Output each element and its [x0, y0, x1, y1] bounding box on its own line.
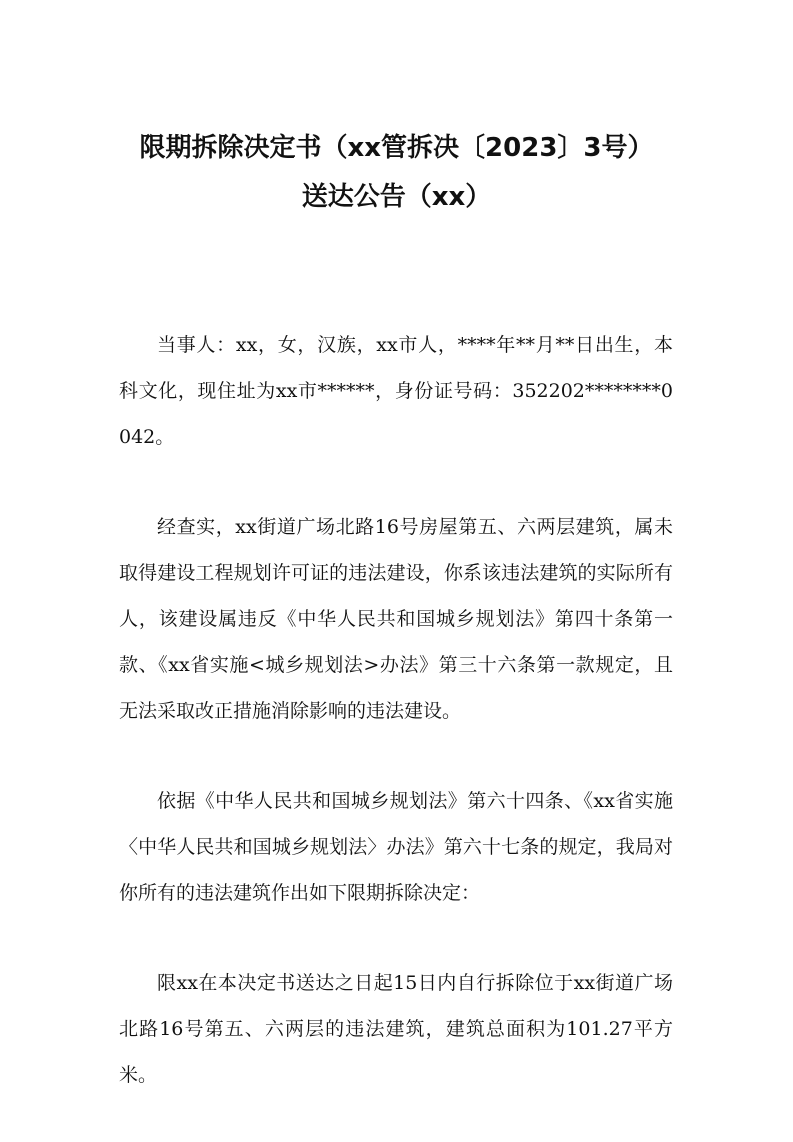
paragraph-legal-basis: 依据《中华人民共和国城乡规划法》第六十四条、《xx省实施〈中华人民共和国城乡规划法〉办法》第六十七条的规定，我局对你所有的违法建筑作出如下限期拆除决定：	[119, 790, 673, 904]
paragraph-party-info: 当事人：xx，女，汉族，xx市人，****年**月**日出生，本科文化，现住址为xx市******，身份证号码：352202********0042。	[119, 334, 673, 448]
paragraph-decision: 限xx在本决定书送达之日起15日内自行拆除位于xx街道广场北路16号第五、六两层的违法建筑，建筑总面积为101.27平方米。	[119, 972, 673, 1086]
document-title-line-1: 限期拆除决定书（xx管拆决〔2023〕3号）	[139, 133, 654, 163]
paragraph-investigation: 经查实，xx街道广场北路16号房屋第五、六两层建筑，属未取得建设工程规划许可证的违法建设，你系该违法建筑的实际所有人，该建设属违反《中华人民共和国城乡规划法》第四十条第一款、《xx省实施<城乡规划法>办法》第三十六条第一款规定，且无法采取改正措施消除影响的违法建设。	[119, 516, 673, 722]
document-title-line-2: 送达公告（xx）	[301, 182, 492, 212]
document-body	[119, 322, 673, 1142]
